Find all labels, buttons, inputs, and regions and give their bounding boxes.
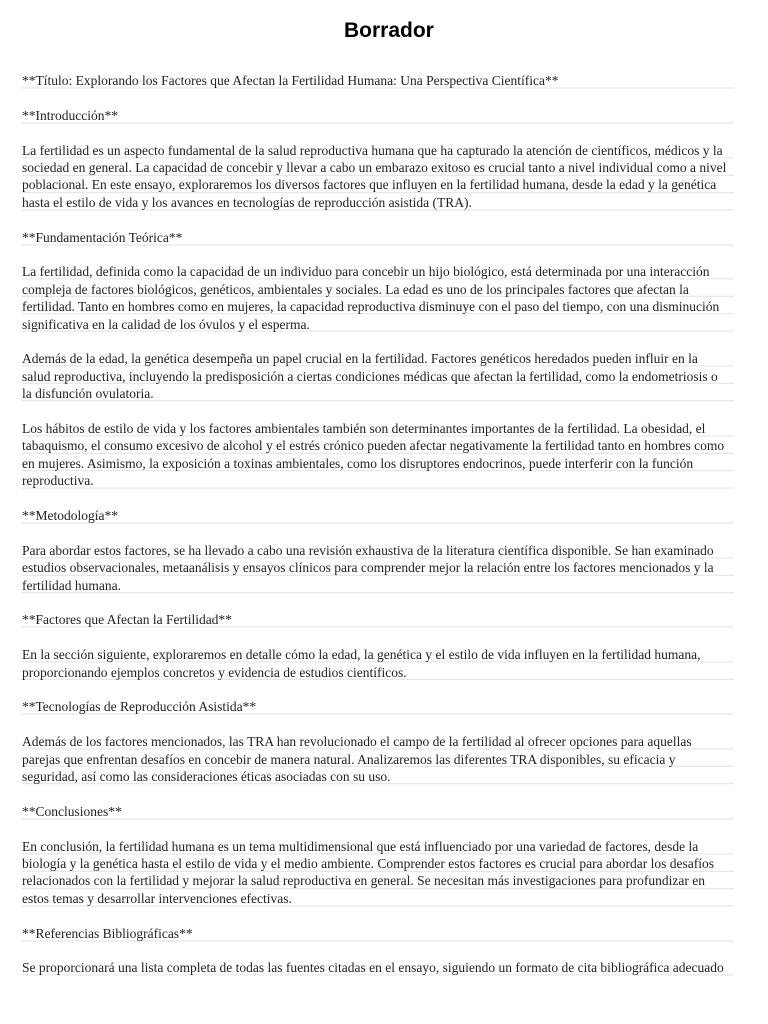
paragraph-tra: Además de los factores mencionados, las TRA han revolucionado el campo de la fertilidad al ofrecer opciones para aquellas parejas que enfrentan desafíos en concebir de manera natural. Analizaremos las diferentes TRA disponibles, su eficacia y seguridad, así como las consideraciones éticas asociadas con su uso. xyxy=(22,733,734,785)
paragraph-fundamentacion-2: Además de la edad, la genética desempeña un papel crucial en la fertilidad. Factores genéticos heredados pueden influir en la salud reproductiva, incluyendo la predisposición a ciertas condiciones médicas que afectan la fertilidad, como la endometriosis o la disfunción ovulatoria. xyxy=(22,350,734,402)
paragraph-metodologia: Para abordar estos factores, se ha llevado a cabo una revisión exhaustiva de la literatura científica disponible. Se han examinado estudios observacionales, metaanálisis y ensayos clínicos para comprender mejor la relación entre los factores mencionados y la fertilidad humana. xyxy=(22,542,734,594)
paragraph-referencias: Se proporcionará una lista completa de todas las fuentes citadas en el ensayo, siguiendo un formato de cita bibliográfica adecuado xyxy=(22,959,734,976)
heading-conclusiones: **Conclusiones** xyxy=(22,803,734,820)
heading-factores: **Factores que Afectan la Fertilidad** xyxy=(22,611,734,628)
heading-tra: **Tecnologías de Reproducción Asistida** xyxy=(22,698,734,715)
paragraph-fundamentacion-3: Los hábitos de estilo de vida y los factores ambientales también son determinantes importantes de la fertilidad. La obesidad, el tabaquismo, el consumo excesivo de alcohol y el estrés crónico pueden afectar negativamente la fertilidad tanto en hombres como en mujeres. Asimismo, la exposición a toxinas ambientales, como los disruptores endocrinos, puede interferir con la función reproductiva. xyxy=(22,420,734,490)
heading-introduccion: **Introducción** xyxy=(22,107,734,124)
essay-title: **Título: Explorando los Factores que Afectan la Fertilidad Humana: Una Perspectiva Científica** xyxy=(22,72,734,89)
paragraph-introduccion: La fertilidad es un aspecto fundamental de la salud reproductiva humana que ha capturado la atención de científicos, médicos y la sociedad en general. La capacidad de concebir y llevar a cabo un embarazo exitoso es crucial tanto a nivel individual como a nivel poblacional. En este ensayo, exploraremos los diversos factores que influyen en la fertilidad humana, desde la edad y la genética hasta el estilo de vida y los avances en tecnologías de reproducción asistida (TRA). xyxy=(22,142,734,212)
draft-watermark: Borrador xyxy=(344,19,434,42)
heading-fundamentacion: **Fundamentación Teórica** xyxy=(22,229,734,246)
essay-body xyxy=(22,72,734,994)
heading-referencias: **Referencias Bibliográficas** xyxy=(22,925,734,942)
paragraph-fundamentacion-1: La fertilidad, definida como la capacidad de un individuo para concebir un hijo biológico, está determinada por una interacción compleja de factores biológicos, genéticos, ambientales y sociales. La edad es uno de los principales factores que afectan la fertilidad. Tanto en hombres como en mujeres, la capacidad reproductiva disminuye con el paso del tiempo, con una disminución significativa en la calidad de los óvulos y el esperma. xyxy=(22,263,734,333)
heading-metodologia: **Metodología** xyxy=(22,507,734,524)
paragraph-conclusiones: En conclusión, la fertilidad humana es un tema multidimensional que está influenciado por una variedad de factores, desde la biología y la genética hasta el estilo de vida y el medio ambiente. Comprender estos factores es crucial para abordar los desafíos relacionados con la fertilidad y mejorar la salud reproductiva en general. Se necesitan más investigaciones para profundizar en estos temas y desarrollar intervenciones efectivas. xyxy=(22,838,734,908)
paragraph-factores: En la sección siguiente, exploraremos en detalle cómo la edad, la genética y el estilo de vida influyen en la fertilidad humana, proporcionando ejemplos concretos y evidencia de estudios científicos. xyxy=(22,646,734,681)
